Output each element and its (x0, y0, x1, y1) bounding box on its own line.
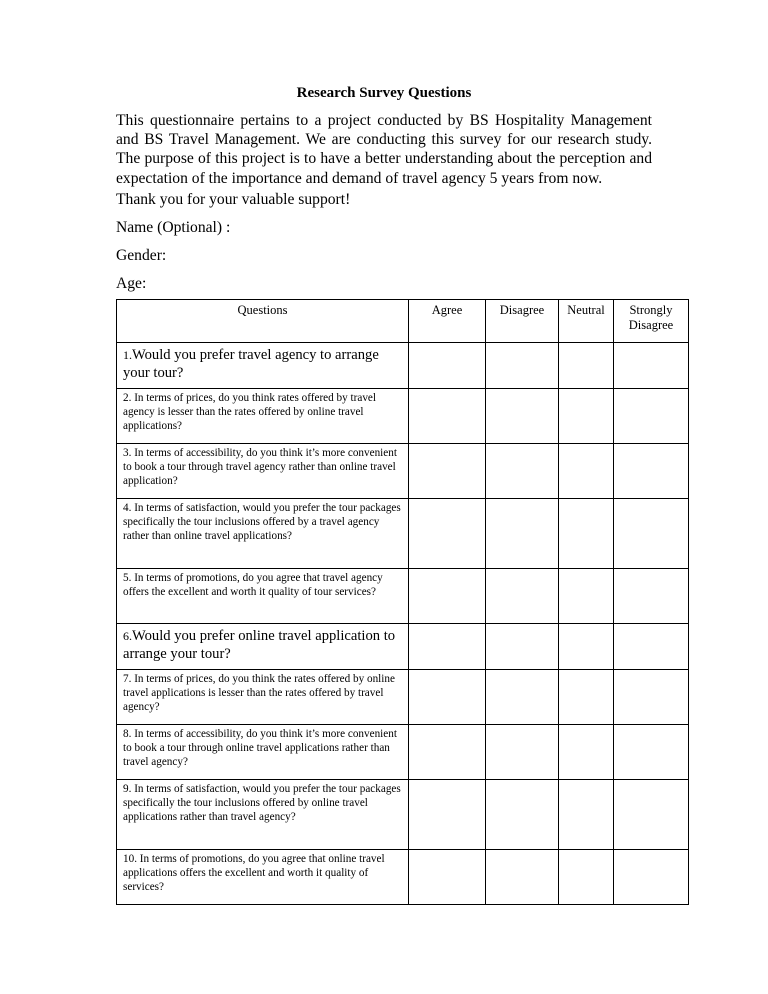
question-cell (117, 389, 409, 444)
question-number: 4. (123, 502, 132, 514)
answer-cell-neutral[interactable] (559, 389, 614, 444)
header-agree: Agree (409, 300, 486, 343)
question-number: 9. (123, 783, 132, 795)
survey-table (116, 299, 689, 905)
answer-cell-strongly-disagree[interactable] (614, 444, 689, 499)
answer-cell-disagree[interactable] (486, 389, 559, 444)
question-number: 10. (123, 853, 137, 865)
question-text: In terms of satisfaction, would you prefer the tour packages specifically the tour inclusions offered by online travel applications rather than travel agency? (123, 783, 401, 824)
answer-cell-disagree[interactable] (486, 670, 559, 725)
answer-cell-agree[interactable] (409, 670, 486, 725)
table-row (117, 850, 689, 905)
question-text: In terms of accessibility, do you think it’s more convenient to book a tour through travel agency rather than online travel application? (123, 447, 397, 488)
question-cell (117, 624, 409, 670)
name-field-label: Name (Optional) : (116, 219, 231, 236)
question-number: 5. (123, 572, 132, 584)
survey-table-body (117, 343, 689, 905)
thanks-line: Thank you for your valuable support! (116, 191, 351, 208)
answer-cell-neutral[interactable] (559, 670, 614, 725)
question-cell (117, 670, 409, 725)
answer-cell-neutral[interactable] (559, 499, 614, 569)
answer-cell-disagree[interactable] (486, 780, 559, 850)
question-number: 6. (123, 629, 132, 643)
answer-cell-agree[interactable] (409, 850, 486, 905)
answer-cell-neutral[interactable] (559, 343, 614, 389)
answer-cell-neutral[interactable] (559, 725, 614, 780)
answer-cell-neutral[interactable] (559, 850, 614, 905)
question-text: Would you prefer online travel application to arrange your tour? (123, 628, 396, 662)
answer-cell-agree[interactable] (409, 444, 486, 499)
table-row (117, 444, 689, 499)
answer-cell-strongly-disagree[interactable] (614, 670, 689, 725)
question-text: Would you prefer travel agency to arrange your tour? (123, 347, 379, 381)
header-neutral: Neutral (559, 300, 614, 343)
question-cell (117, 850, 409, 905)
gender-field-label: Gender: (116, 247, 167, 264)
answer-cell-disagree[interactable] (486, 343, 559, 389)
answer-cell-disagree[interactable] (486, 444, 559, 499)
answer-cell-disagree[interactable] (486, 850, 559, 905)
table-row (117, 499, 689, 569)
answer-cell-disagree[interactable] (486, 569, 559, 624)
answer-cell-agree[interactable] (409, 343, 486, 389)
answer-cell-agree[interactable] (409, 725, 486, 780)
answer-cell-disagree[interactable] (486, 725, 559, 780)
answer-cell-agree[interactable] (409, 780, 486, 850)
question-text: In terms of satisfaction, would you prefer the tour packages specifically the tour inclusions offered by a travel agency rather than online travel applications? (123, 502, 401, 543)
question-number: 7. (123, 673, 132, 685)
answer-cell-agree[interactable] (409, 569, 486, 624)
question-text: In terms of promotions, do you agree that online travel applications offers the excellent and worth it quality of services? (123, 853, 385, 894)
table-row (117, 780, 689, 850)
question-text: In terms of prices, do you think the rates offered by online travel applications is lesser than the rates offered by travel agency? (123, 673, 395, 714)
answer-cell-strongly-disagree[interactable] (614, 569, 689, 624)
answer-cell-strongly-disagree[interactable] (614, 343, 689, 389)
question-number: 8. (123, 728, 132, 740)
header-questions: Questions (117, 300, 409, 343)
question-text: In terms of accessibility, do you think it’s more convenient to book a tour through online travel applications rather than travel agency? (123, 728, 397, 769)
table-row (117, 670, 689, 725)
answer-cell-neutral[interactable] (559, 624, 614, 670)
answer-cell-neutral[interactable] (559, 569, 614, 624)
answer-cell-agree[interactable] (409, 624, 486, 670)
table-row (117, 343, 689, 389)
answer-cell-neutral[interactable] (559, 780, 614, 850)
question-text: In terms of prices, do you think rates offered by travel agency is lesser than the rates offered by online travel applications? (123, 392, 376, 433)
page-title: Research Survey Questions (296, 85, 472, 101)
intro-paragraph: This questionnaire pertains to a project conducted by BS Hospitality Management and BS Travel Management. We are conducting this survey for our research study. The purpose of this project is to have a better understanding about the perception and expectation of the importance and demand of travel agency 5 years from now. (116, 112, 652, 187)
answer-cell-neutral[interactable] (559, 444, 614, 499)
table-row (117, 389, 689, 444)
question-cell (117, 725, 409, 780)
question-cell (117, 780, 409, 850)
answer-cell-strongly-disagree[interactable] (614, 850, 689, 905)
question-number: 2. (123, 392, 132, 404)
question-cell (117, 569, 409, 624)
answer-cell-disagree[interactable] (486, 624, 559, 670)
header-strongly-disagree: Strongly Disagree (614, 300, 689, 343)
table-row (117, 569, 689, 624)
question-cell (117, 499, 409, 569)
answer-cell-strongly-disagree[interactable] (614, 624, 689, 670)
question-number: 3. (123, 447, 132, 459)
question-number: 1. (123, 348, 132, 362)
table-row (117, 624, 689, 670)
question-text: In terms of promotions, do you agree that travel agency offers the excellent and worth it quality of tour services? (123, 572, 383, 599)
table-row (117, 725, 689, 780)
table-header-row (117, 300, 689, 343)
answer-cell-agree[interactable] (409, 389, 486, 444)
question-cell (117, 343, 409, 389)
answer-cell-strongly-disagree[interactable] (614, 499, 689, 569)
question-cell (117, 444, 409, 499)
header-disagree: Disagree (486, 300, 559, 343)
answer-cell-agree[interactable] (409, 499, 486, 569)
answer-cell-strongly-disagree[interactable] (614, 780, 689, 850)
answer-cell-strongly-disagree[interactable] (614, 725, 689, 780)
answer-cell-strongly-disagree[interactable] (614, 389, 689, 444)
answer-cell-disagree[interactable] (486, 499, 559, 569)
age-field-label: Age: (116, 275, 147, 292)
